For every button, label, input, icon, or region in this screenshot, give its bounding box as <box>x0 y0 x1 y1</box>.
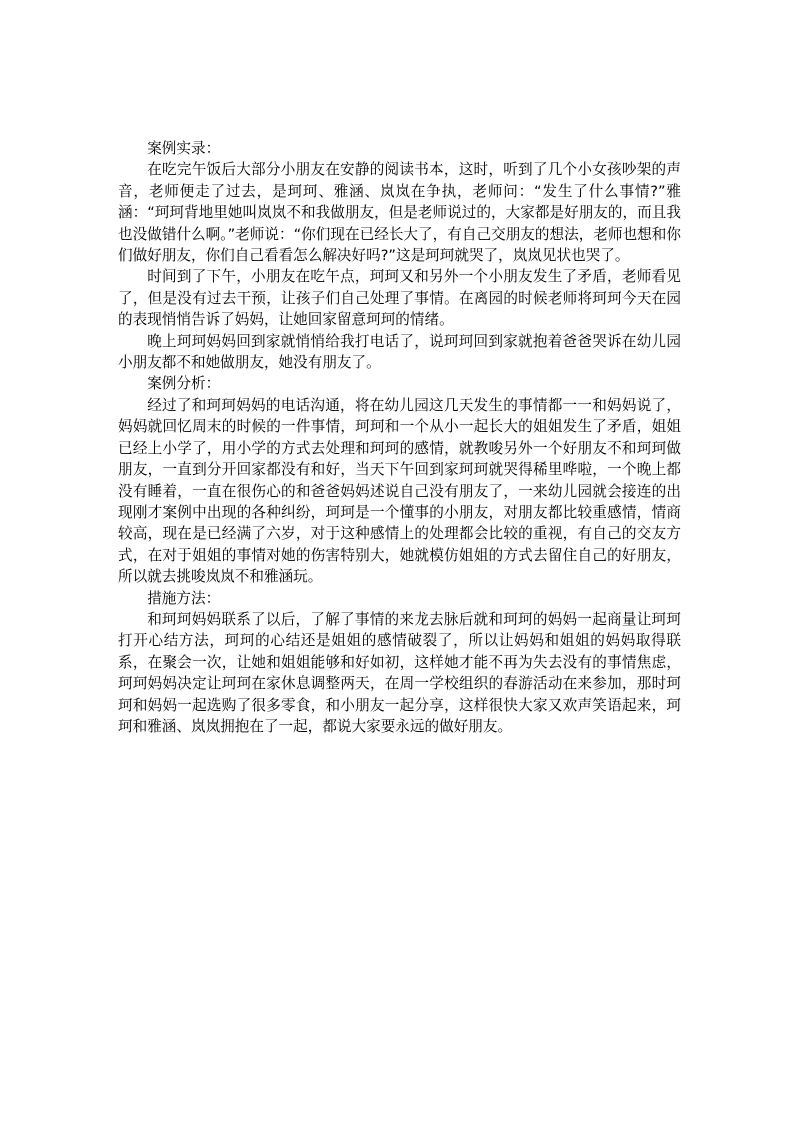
heading-case-record: 案例实录： <box>147 140 221 157</box>
paragraph: 在吃完午饭后大部分小朋友在安静的阅读书本，这时，听到了几个小女孩吵架的声音，老师便走了过去，是珂珂、雅涵、岚岚在争执，老师问：“发生了什么事情?”雅涵：“珂珂背地里她叫岚岚不和我做朋友，但是老师说过的，大家都是好朋友的，而且我也没做错什么啊。”老师说：“你们现在已经长大了，有自己交朋友的想法，老师也想和你们做好朋友，你们自己看看怎么解决好吗?”这是珂珂就哭了，岚岚见状也哭了。 <box>118 161 681 265</box>
heading-case-analysis: 案例分析： <box>147 375 221 393</box>
paragraph: 晚上珂珂妈妈回到家就悄悄给我打电话了，说珂珂回到家就抱着爸爸哭诉在幼儿园小朋友都不和她做朋友，她没有朋友了。 <box>118 332 681 372</box>
paragraph: 和珂珂妈妈联系了以后，了解了事情的来龙去脉后就和珂珂的妈妈一起商量让珂珂打开心结方法，珂珂的心结还是姐姐的感情破裂了，所以让妈妈和姐姐的妈妈取得联系，在聚会一次，让她和姐姐能够和好如初，这样她才能不再为失去没有的事情焦虑，珂珂妈妈决定让珂珂在家休息调整两天，在周一学校组织的春游活动在来参加，那时珂珂和妈妈一起选购了很多零食，和小朋友一起分享，这样很快大家又欢声笑语起来，珂珂和雅涵、岚岚拥抱在了一起，都说大家要永远的做好朋友。 <box>118 610 681 735</box>
paragraph: 经过了和珂珂妈妈的电话沟通，将在幼儿园这几天发生的事情都一一和妈妈说了，妈妈就回忆周末的时候的一件事情，珂珂和一个从小一起长大的姐姐发生了矛盾，姐姐已经上小学了，用小学的方式去处理和珂珂的感情，就教唆另外一个好朋友不和珂珂做朋友，一直到分开回家都没有和好，当天下午回到家珂珂就哭得稀里哗啦，一个晚上都没有睡着，一直在很伤心的和爸爸妈妈述说自己没有朋友了，一来幼儿园就会接连的出现刚才案例中出现的各种纠纷，珂珂是一个懂事的小朋友，对朋友都比较重感情，情商较高，现在是已经满了六岁，对于这种感情上的处理都会比较的重视，有自己的交友方式，在对于姐姐的事情对她的伤害特别大，她就模仿姐姐的方式去留住自己的好朋友，所以就去挑唆岚岚不和雅涵玩。 <box>118 396 681 586</box>
paragraph: 时间到了下午，小朋友在吃午点，珂珂又和另外一个小朋友发生了矛盾，老师看见了，但是没有过去干预，让孩子们自己处理了事情。在离园的时候老师将珂珂今天在园的表现悄悄告诉了妈妈，让她回家留意珂珂的情绪。 <box>118 268 681 329</box>
heading-measures: 措施方法： <box>147 589 221 607</box>
document-page <box>118 138 681 737</box>
